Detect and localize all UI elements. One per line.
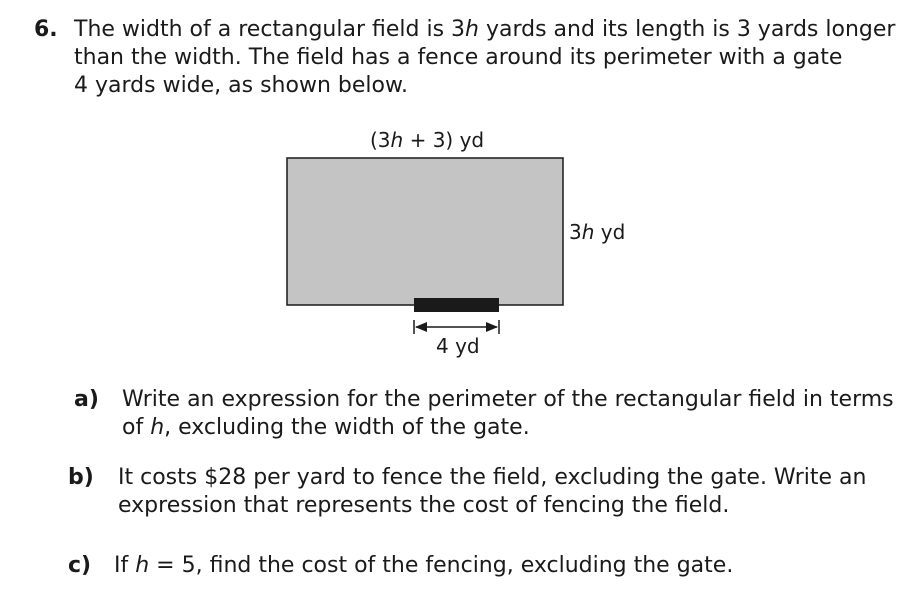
part-line: of h, excluding the width of the gate.	[122, 415, 530, 440]
part-letter: c)	[68, 553, 92, 578]
part-line: Write an expression for the perimeter of the rectangular field in terms	[122, 387, 894, 412]
width-label: 3h yd	[569, 220, 626, 244]
part-letter: b)	[68, 465, 94, 490]
question-number: 6.	[34, 17, 58, 42]
stem-line: than the width. The field has a fence around its perimeter with a gate	[74, 45, 843, 70]
part-line: It costs $28 per yard to fence the field, excluding the gate. Write an	[118, 465, 867, 490]
part-text	[114, 552, 733, 580]
part-line: expression that represents the cost of fencing the field.	[118, 493, 730, 518]
field-rectangle	[287, 158, 563, 305]
gate-dimension-arrow	[414, 320, 499, 334]
length-label: (3h + 3) yd	[370, 128, 485, 152]
stem-line: The width of a rectangular field is 3h yards and its length is 3 yards longer	[74, 17, 896, 42]
gate	[414, 298, 499, 312]
part-letter: a)	[74, 387, 99, 412]
question-stem	[74, 16, 896, 100]
gate-width-label: 4 yd	[436, 334, 480, 358]
stem-line: 4 yards wide, as shown below.	[74, 73, 408, 98]
part-text	[122, 386, 894, 442]
part-line: If h = 5, find the cost of the fencing, excluding the gate.	[114, 553, 734, 578]
part-text	[118, 464, 866, 520]
